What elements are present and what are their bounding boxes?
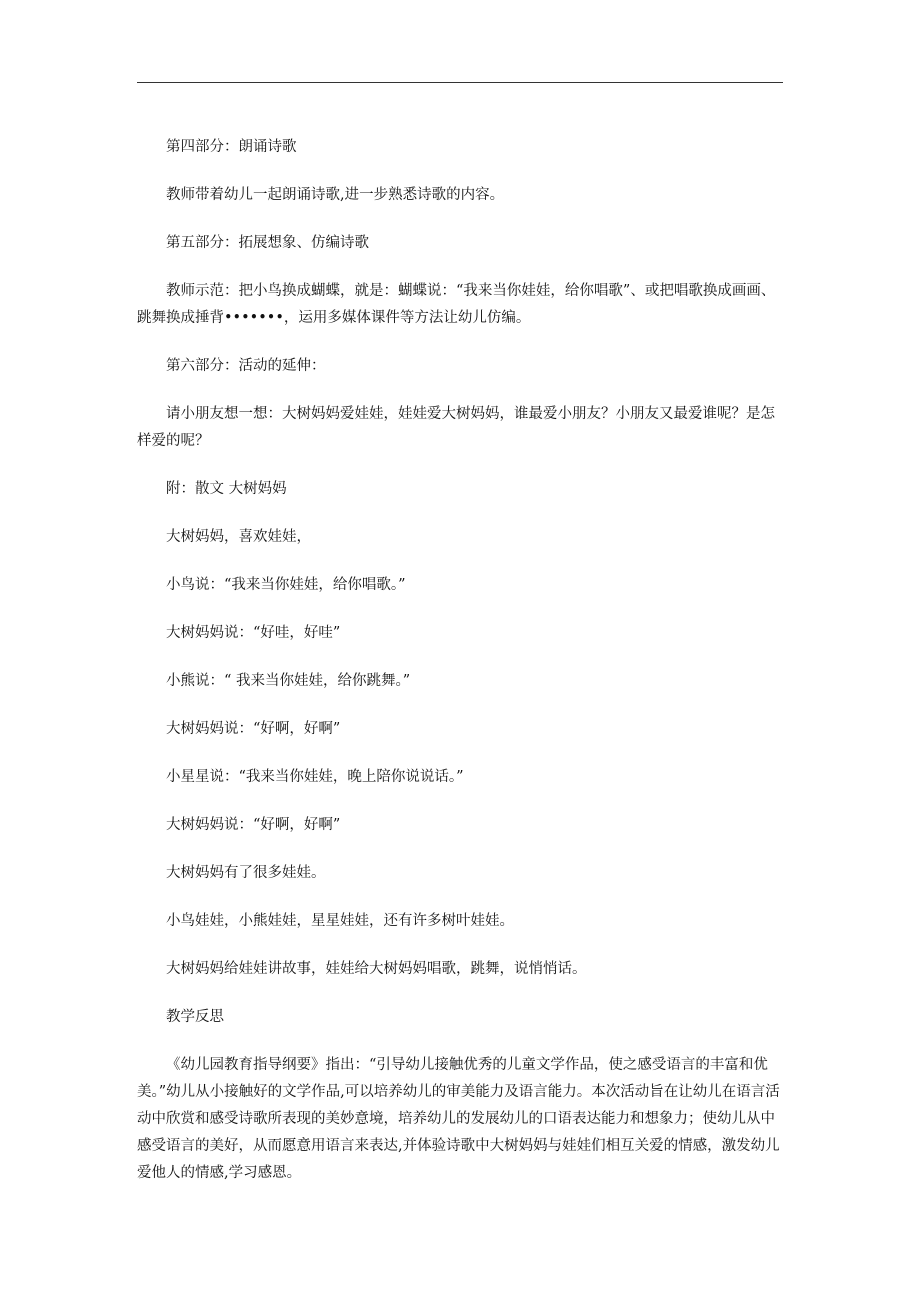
section-heading-part-4: 第四部分：朗诵诗歌 [166, 139, 297, 155]
reflection-paragraph: 《幼儿园教育指导纲要》指出：“引导幼儿接触优秀的儿童文学作品，使之感受语言的丰富和优美。”幼儿从小接触好的文学作品,可以培养幼儿的审美能力及语言能力。本次活动旨在让幼儿在语言活动中欣赏和感受诗歌所表现的美妙意境，培养幼儿的发展幼儿的口语表达能力和想象力；使幼儿从中感受语言的美好，从而愿意用语言来表达,并体验诗歌中大树妈妈与娃娃们相互关爱的情感，激发幼儿爱他人的情感,学习感恩。 [137, 1057, 780, 1181]
prose-line: 大树妈妈说：“好哇，好哇” [166, 625, 341, 641]
prose-line: 小熊说：“ 我来当你娃娃，给你跳舞。” [166, 673, 411, 689]
prose-line: 大树妈妈有了很多娃娃。 [166, 865, 326, 881]
body-paragraph: 教师带着幼儿一起朗诵诗歌,进一步熟悉诗歌的内容。 [166, 187, 505, 203]
prose-line: 小星星说：“我来当你娃娃，晚上陪你说说话。” [166, 769, 464, 785]
section-heading-part-5: 第五部分：拓展想象、仿编诗歌 [166, 235, 369, 251]
prose-line: 小鸟说：“我来当你娃娃，给你唱歌。” [166, 577, 406, 593]
section-heading-part-6: 第六部分：活动的延伸： [166, 358, 326, 374]
prose-line: 大树妈妈说：“好啊，好啊” [166, 721, 341, 737]
appendix-title: 附：散文 大树妈妈 [166, 481, 287, 497]
prose-line: 大树妈妈给娃娃讲故事，娃娃给大树妈妈唱歌，跳舞，说悄悄话。 [166, 961, 587, 977]
prose-line: 大树妈妈说：“好啊，好啊” [166, 817, 341, 833]
prose-line: 小鸟娃娃，小熊娃娃，星星娃娃，还有许多树叶娃娃。 [166, 913, 514, 929]
header-rule [137, 82, 783, 83]
body-paragraph: 请小朋友想一想：大树妈妈爱娃娃，娃娃爱大树妈妈，谁最爱小朋友？小朋友又最爱谁呢？是怎样爱的呢？ [137, 406, 775, 449]
section-heading-reflection: 教学反思 [166, 1009, 224, 1025]
prose-line: 大树妈妈，喜欢娃娃， [166, 529, 311, 545]
body-paragraph: 教师示范：把小鸟换成蝴蝶，就是：蝴蝶说：“我来当你娃娃，给你唱歌”、或把唱歌换成画画、跳舞换成捶背•••••••，运用多媒体课件等方法让幼儿仿编。 [137, 283, 776, 326]
document-body [137, 134, 783, 1187]
